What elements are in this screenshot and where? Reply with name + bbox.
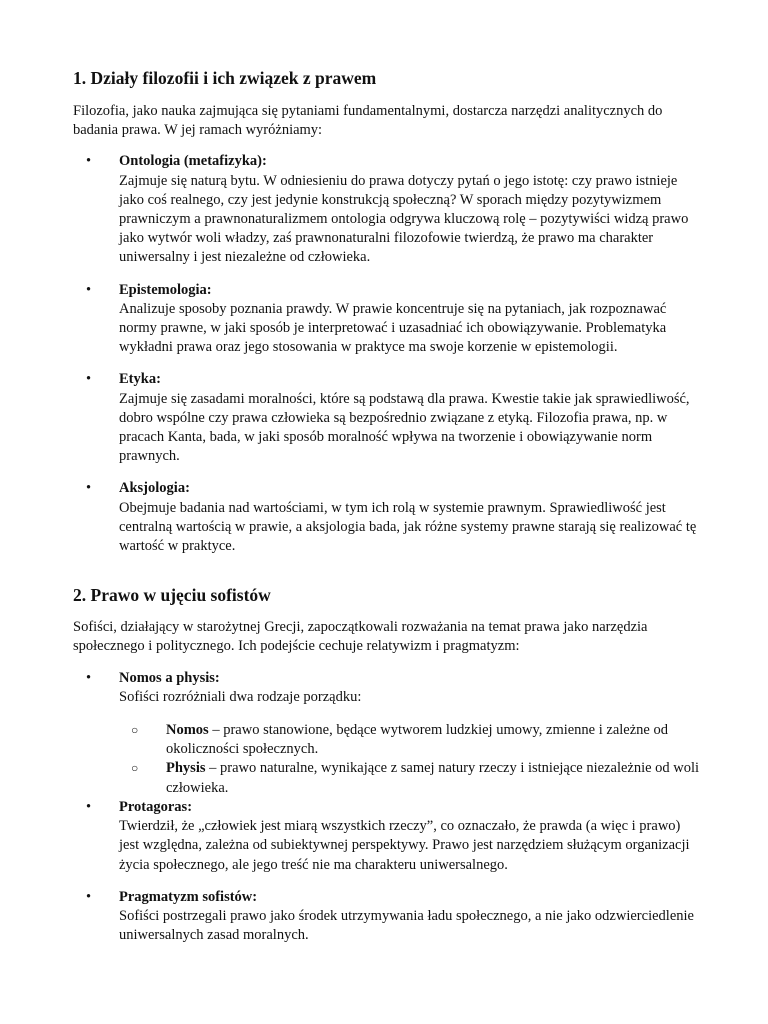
sub-item-nomos <box>119 721 703 759</box>
list-item-nomos-physis <box>73 669 703 707</box>
section-1-intro: Filozofia, jako nauka zajmująca się pytaniami fundamentalnymi, dostarcza narzędzi analitycznych do badania prawa. W jej ramach wyróżniamy: <box>73 103 663 139</box>
circle-bullet-icon: ○ <box>131 723 139 738</box>
nomos-physis-sublist <box>119 721 703 798</box>
item-term: Protagoras: <box>119 798 193 815</box>
list-item-etyka <box>73 370 703 466</box>
item-term: Ontologia (metafizyka): <box>119 153 267 170</box>
circle-bullet-icon: ○ <box>131 761 139 776</box>
section-2-list-continued <box>73 798 703 945</box>
list-item-pragmatyzm <box>73 888 703 946</box>
bullet-icon: • <box>86 798 92 815</box>
section-2-intro: Sofiści, działający w starożytnej Grecji, zapoczątkowali rozważania na temat prawa jako narzędzia społecznego i politycznego. Ich podejście cechuje relatywizm i pragmatyzm: <box>73 619 648 655</box>
item-description: Sofiści postrzegali prawo jako środek utrzymywania ładu społecznego, a nie jako odzwierciedlenie uniwersalnych zasad moralnych. <box>119 907 694 944</box>
item-term: Aksjologia: <box>119 480 190 497</box>
bullet-icon: • <box>86 480 92 497</box>
item-description: Zajmuje się naturą bytu. W odniesieniu do prawa dotyczy pytań o jego istotę: czy prawo istnieje jako coś realnego, czy jest jedynie konstrukcją społeczną? W sporach między pozytywizmem prawniczym a prawnonaturalizmem ontologia odgrywa kluczową rolę – pozytywiści widzą prawo jako wytwór woli władzy, zaś prawnonaturalni filozofowie twierdzą, że prawo ma charakter uniwersalny i jest niezależne od człowieka. <box>119 172 689 266</box>
list-item-aksjologia <box>73 479 703 556</box>
list-item-ontologia <box>73 152 703 267</box>
sub-item-text: – prawo stanowione, będące wytworem ludzkiej umowy, zmienne i zależne od okoliczności społecznych. <box>166 722 668 758</box>
bullet-icon: • <box>86 371 92 388</box>
sub-item-term: Physis <box>166 760 206 777</box>
list-item-protagoras <box>73 798 703 875</box>
section-1-list <box>73 152 703 556</box>
item-term: Pragmatyzm sofistów: <box>119 888 258 905</box>
section-1-heading: 1. Działy filozofii i ich związek z prawem <box>73 68 377 88</box>
item-description: Obejmuje badania nad wartościami, w tym ich rolą w systemie prawnym. Sprawiedliwość jest centralną wartością w prawie, a aksjologia bada, jak różne systemy prawne starają się realizować tę wartość w praktyce. <box>119 499 697 555</box>
item-description: Sofiści rozróżniali dwa rodzaje porządku: <box>119 688 362 705</box>
list-item-epistemologia <box>73 281 703 358</box>
item-description: Twierdził, że „człowiek jest miarą wszystkich rzeczy”, co oznaczało, że prawda (a więc i prawo) jest względna, zależna od subiektywnej perspektywy. Prawo jest narzędziem służącym organizacji życia społecznego, ale jego treść nie ma charakteru uniwersalnego. <box>119 818 690 873</box>
item-term: Etyka: <box>119 371 161 388</box>
item-term: Nomos a physis: <box>119 669 220 686</box>
bullet-icon: • <box>86 888 92 905</box>
sub-item-term: Nomos <box>166 722 209 739</box>
sub-item-physis <box>119 759 703 797</box>
item-description: Analizuje sposoby poznania prawdy. W prawie koncentruje się na pytaniach, jak rozpoznawać normy prawne, w jaki sposób je interpretować i uzasadniać ich obowiązywanie. Problematyka wykładni prawa oraz jego stosowania w praktyce ma swoje korzenie w epistemologii. <box>119 300 667 356</box>
document-page <box>73 66 703 945</box>
section-2-heading: 2. Prawo w ujęciu sofistów <box>73 585 271 606</box>
item-term: Epistemologia: <box>119 281 212 298</box>
sub-item-text: – prawo naturalne, wynikające z samej natury rzeczy i istniejące niezależnie od woli człowieka. <box>166 760 700 796</box>
bullet-icon: • <box>86 153 92 170</box>
bullet-icon: • <box>86 669 92 686</box>
item-description: Zajmuje się zasadami moralności, które są podstawą dla prawa. Kwestie takie jak sprawiedliwość, dobro wspólne czy prawa człowieka są bezpośrednio związane z etyką. Filozofia prawa, np. w pracach Kanta, bada, w jaki sposób moralność wpływa na tworzenie i obowiązywanie norm prawnych. <box>119 390 690 465</box>
bullet-icon: • <box>86 281 92 298</box>
section-2-list <box>73 669 703 707</box>
